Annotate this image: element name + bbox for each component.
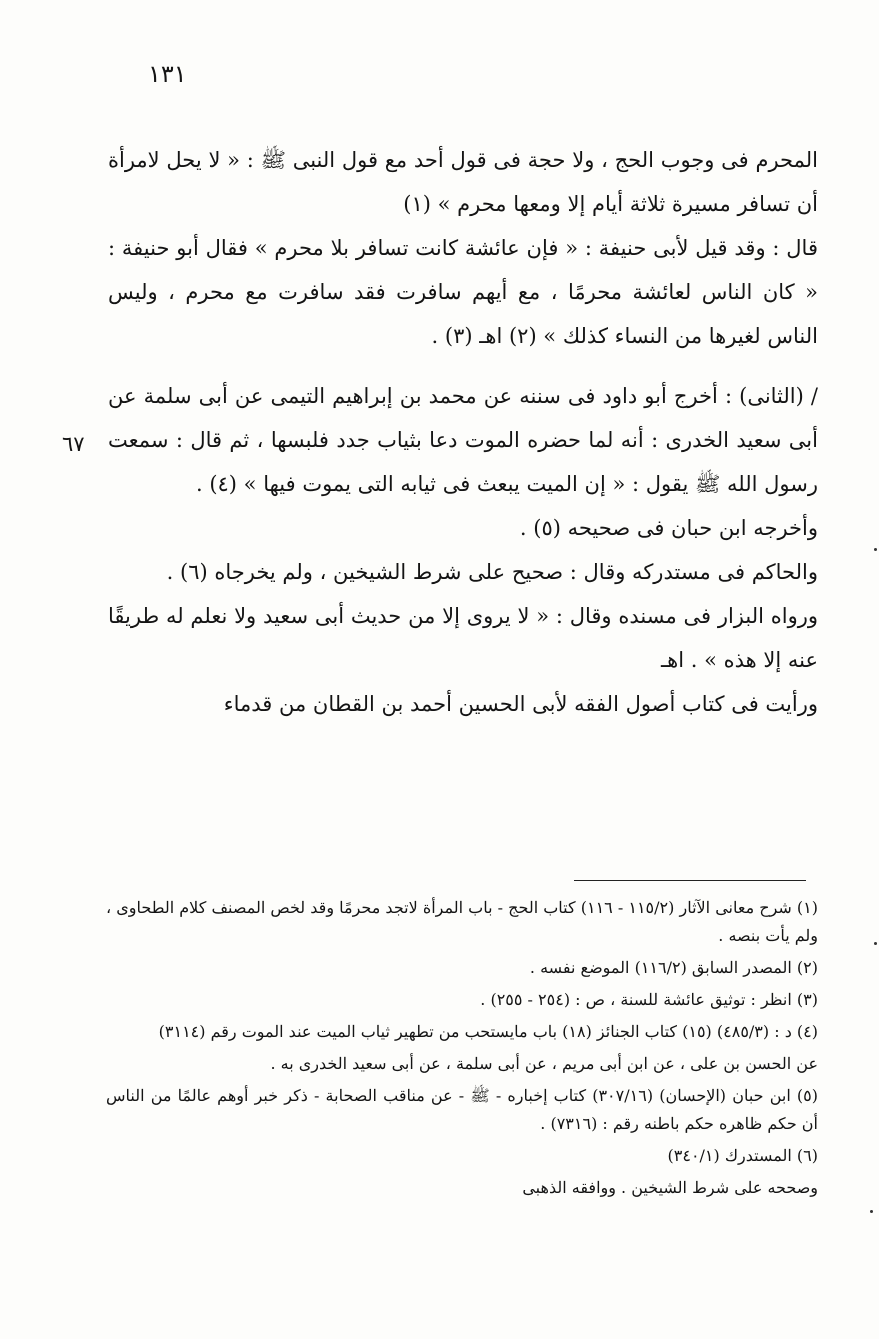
footnote-2: (٢) المصدر السابق (١١٦/٢) الموضع نفسه . (529, 958, 818, 977)
footnote-4: (٤) د : (٤٨٥/٣) (١٥) كتاب الجنائز (١٨) باب مايستحب من تطهير ثياب الميت عند الموت رقم (٣١١٤) (158, 1022, 818, 1041)
scan-speck (874, 548, 877, 551)
margin-page-reference: ٦٧ (62, 432, 85, 456)
footnote-6: (٦) المستدرك (٣٤٠/١) (667, 1146, 818, 1165)
paragraph-7: ورأيت فى كتاب أصول الفقه لأبى الحسين أحمد بن القطان من قدماء (223, 692, 818, 716)
main-text (108, 138, 818, 726)
page-number: ١٣١ (148, 60, 187, 88)
scan-speck (874, 942, 877, 945)
paragraph-5: والحاكم فى مستدركه وقال : صحيح على شرط الشيخين ، ولم يخرجاه (٦) . (166, 560, 818, 584)
footnote-4-continued: عن الحسن بن على ، عن ابن أبى مريم ، عن أبى سلمة ، عن أبى سعيد الخدرى به . (270, 1054, 818, 1073)
footnotes (106, 894, 818, 1202)
footnote-3: (٣) انظر : توثيق عائشة للسنة ، ص : (٢٥٤ - ٢٥٥) . (480, 990, 818, 1009)
footnote-1: (١) شرح معانى الآثار (١١٥/٢ - ١١٦) كتاب الحج - باب المرأة لاتجد محرمًا وقد لخص المصنف كلام الطحاوى ، ولم يأت بنصه . (106, 898, 818, 945)
paragraph-4: وأخرجه ابن حبان فى صحيحه (٥) . (519, 516, 818, 540)
paragraph-3: / (الثانى) : أخرج أبو داود فى سننه عن محمد بن إبراهيم التيمى عن أبى سلمة عن أبى سعيد الخدرى : أنه لما حضره الموت دعا بثياب جدد فلبسها ، ثم قال : سمعت رسول الله ﷺ يقول : « إن الميت يبعث فى ثيابه التى يموت فيها » (٤) . (108, 384, 818, 496)
footnote-5: (٥) ابن حبان (الإحسان) (٣٠٧/١٦) كتاب إخباره - ﷺ - عن مناقب الصحابة - ذكر خبر أوهم عالمًا من الناس أن حكم ظاهره حكم باطنه رقم : (٧٣١٦) . (106, 1086, 819, 1133)
paragraph-6: ورواه البزار فى مسنده وقال : « لا يروى إلا من حديث أبى سعيد ولا نعلم له طريقًا عنه إلا هذه » . اهـ (108, 604, 818, 672)
footnote-6-continued: وصححه على شرط الشيخين . ووافقه الذهبى (522, 1178, 818, 1197)
paragraph-2: قال : وقد قيل لأبى حنيفة : « فإن عائشة كانت تسافر بلا محرم » فقال أبو حنيفة : « كان الناس لعائشة محرمًا ، مع أيهم سافرت فقد سافرت مع محرم ، وليس الناس لغيرها من النساء كذلك » (٢) اهـ (٣) . (108, 236, 818, 348)
scan-speck (870, 1210, 873, 1213)
footnote-separator (574, 880, 806, 881)
paragraph-1: المحرم فى وجوب الحج ، ولا حجة فى قول أحد مع قول النبى ﷺ : « لا يحل لامرأة أن تسافر مسيرة ثلاثة أيام إلا ومعها محرم » (١) (108, 148, 818, 216)
